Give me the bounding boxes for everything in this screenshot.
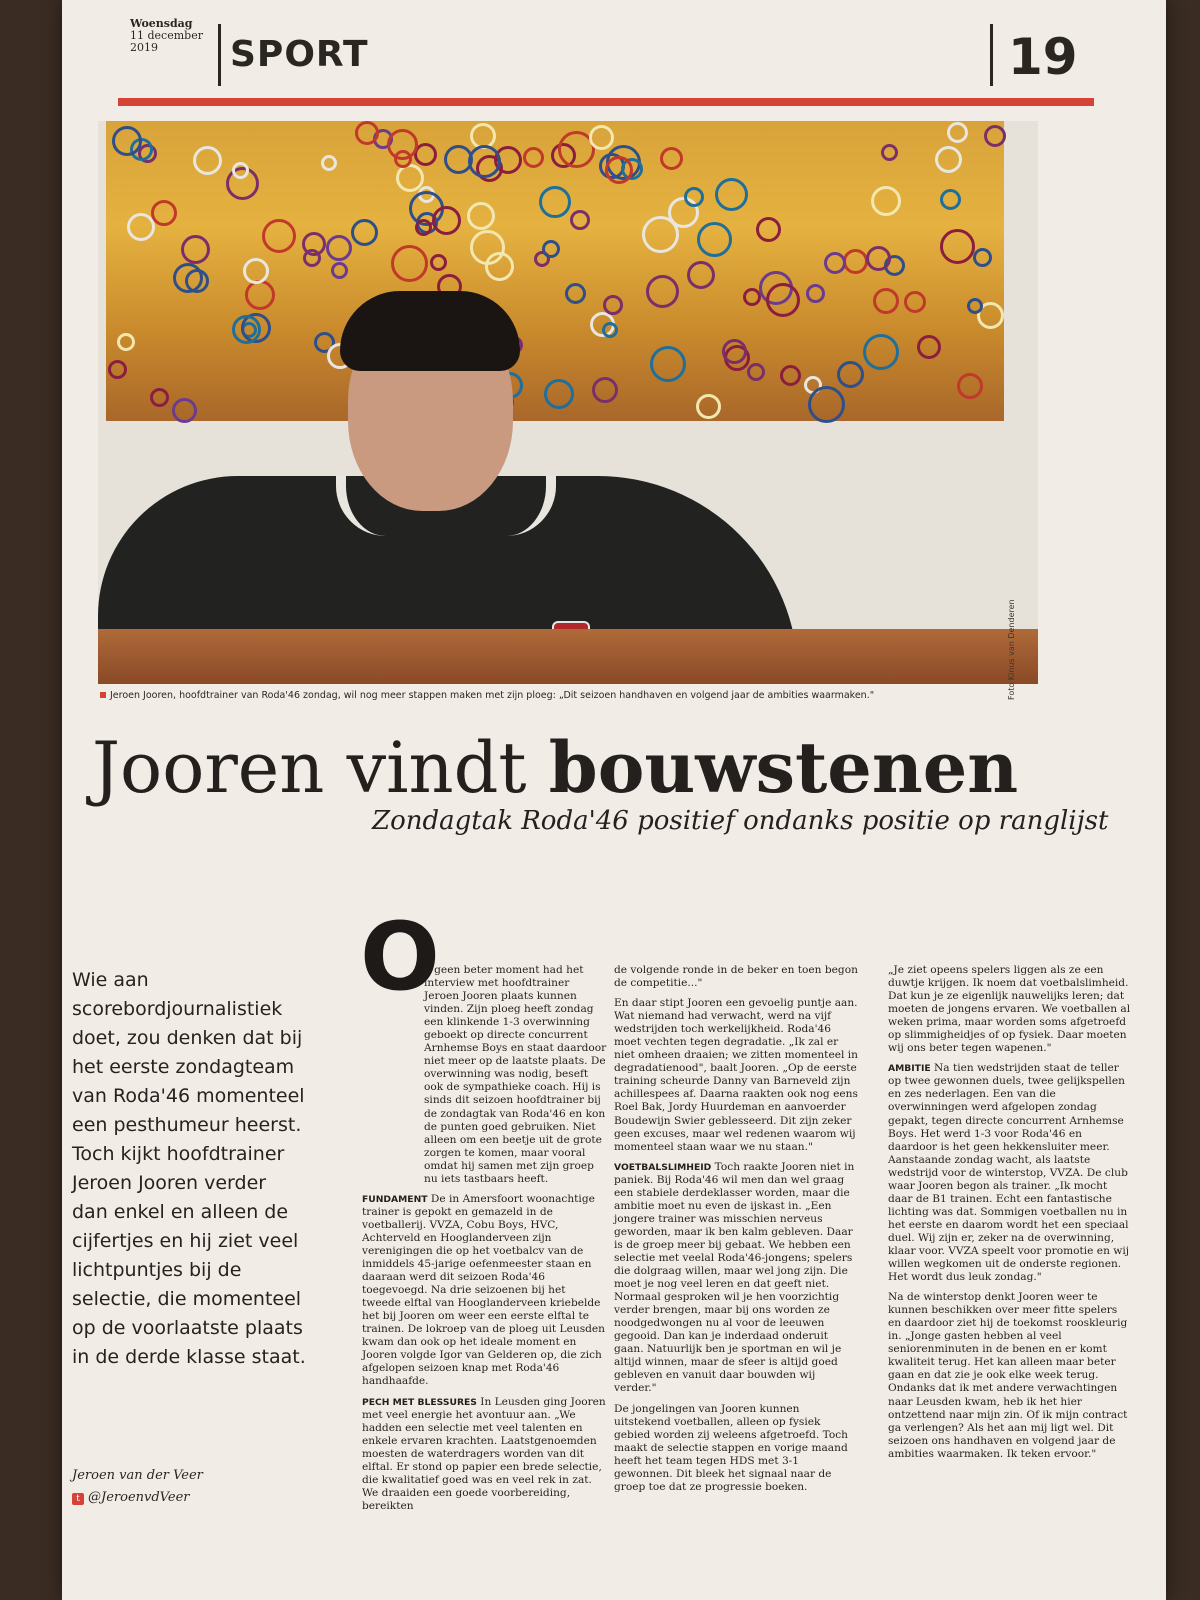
article-paragraph xyxy=(888,1291,1133,1461)
painting-flower xyxy=(150,388,169,407)
header-divider xyxy=(218,24,221,86)
painting-flower xyxy=(687,261,715,289)
painting-flower xyxy=(565,283,586,304)
painting-flower xyxy=(185,269,209,293)
page-number-divider xyxy=(990,24,993,86)
painting-flower xyxy=(984,125,1006,147)
section-title: SPORT xyxy=(230,34,369,75)
issue-date xyxy=(130,18,203,54)
paragraph-text: In Leusden ging Jooren met veel energie het avontuur aan. „We hadden een selectie met veel talenten en enkele ervaren krachten. Laatstgenoemden moesten de waterdragers worden van dit elftal. Er stond op papier een brede selectie, die kwalitatief goed was en veel rek in zat. We draaiden een goede voorbereiding, bereikten xyxy=(362,1395,606,1512)
painting-flower xyxy=(523,147,544,168)
painting-flower xyxy=(321,155,337,171)
paragraph-text: „Je ziet opeens spelers liggen als ze een duwtje krijgen. Ik noem dat voetbalslimheid. Dat kun je ze eigenlijk nauwelijks leren; dat moeten de jongens ervaren. We voetballen al weken prima, maar worden soms afgetroefd op slimmigheidjes of op fysiek. Daar moeten wij ons beter tegen wapenen." xyxy=(888,964,1131,1055)
date-year: 2019 xyxy=(130,41,158,54)
painting-flower xyxy=(432,206,461,235)
caption-text: Jeroen Jooren, hoofdtrainer van Roda'46 zondag, wil nog meer stappen maken met zijn ploeg: „Dit seizoen handhaven en volgend jaar de ambities waarmaken." xyxy=(110,690,875,701)
article-paragraph xyxy=(614,1403,859,1494)
painting-flower xyxy=(722,339,747,364)
photo-caption xyxy=(100,690,1000,701)
painting-flower xyxy=(650,346,686,382)
painting-flower xyxy=(684,187,704,207)
painting-flower xyxy=(947,122,968,143)
painting-flower xyxy=(602,322,618,338)
painting-flower xyxy=(470,230,505,265)
painting-flower xyxy=(468,145,501,178)
painting-flower xyxy=(824,252,846,274)
painting-flower xyxy=(387,129,418,160)
headline-light: Jooren vindt xyxy=(92,727,549,809)
paragraph-text: de volgende ronde in de beker en toen begon de competitie..." xyxy=(614,964,858,990)
painting-flower xyxy=(351,219,378,246)
painting-flower xyxy=(193,146,222,175)
paragraph-keyword: VOETBALSLIMHEID xyxy=(614,1161,712,1173)
painting-flower xyxy=(444,145,473,174)
paragraph-text: p geen beter moment had het interview met hoofdtrainer Jeroen Jooren plaats kunnen vinden. Zijn ploeg heeft zondag een klinkende 1-3 overwinning geboekt op directe concurrent Arnhemse Boys en staat daardoor niet meer op de laatste plaats. De overwinning was nodig, beseft ook de sympathieke coach. Hij is sinds dit seizoen hoofdtrainer bij de zondagtak van Roda'46 en kon de punten goed gebruiken. Niet alleen om een beetje uit de grote zorgen te komen, maar vooral omdat hij samen met zijn groep nu iets tastbaars heeft. xyxy=(424,964,607,1185)
painting-flower xyxy=(697,222,732,257)
painting-flower xyxy=(172,398,197,423)
paragraph-text: De in Amersfoort woonachtige trainer is gepokt en gemazeld in de voetballerij. VVZA, Cobu Boys, HVC, Achterveld en Hooglanderveen zijn verenigingen die op het voetbalcv van de inmiddels 45-jarige oefenmeester staan en daaraan werd dit seizoen Roda'46 toegevoegd. Na drie seizoenen bij het tweede elftal van Hooglanderveen kriebelde het bij Jooren om weer een eerste elftal te trainen. De lokroep van de ploeg uit Leusden kwam dan ook op het ideale moment en Jooren volgde Igor van Gelderen op, die zich afgelopen seizoen knap met Roda'46 handhaafde. xyxy=(362,1192,605,1388)
author-twitter xyxy=(72,1490,189,1505)
paragraph-text: Na de winterstop denkt Jooren weer te kunnen beschikken over meer fitte spelers en daardoor ziet hij de toekomst rooskleurig in. „Jonge gasten hebben al veel seniorenminuten in de benen en er komt kwaliteit terug. Het kan alleen maar beter gaan en dat zie je ook elke week terug. Ondanks dat ik met andere verwachtingen naar Leusden kwam, heb ik het hier ontzettend naar mijn zin. Of ik mijn contract ga verlengen? Als het aan mij ligt wel. Dit seizoen ons handhaven en volgend jaar de ambities waarmaken. Ik teken ervoor." xyxy=(888,1291,1128,1460)
painting-flower xyxy=(117,333,135,351)
paragraph-text: Na tien wedstrijden staat de teller op twee gewonnen duels, twee gelijkspellen en zes nederlagen. Een van die overwinningen werd afgelopen zondag gepakt, tegen directe concurrent Arnhemse Boys. Het werd 1-3 voor Roda'46 en daardoor is het geen hekkensluiter meer. Aanstaande zondag wacht, als laatste wedstrijd voor de winterstop, VVZA. De club waar Jooren begon als trainer. „Ik mocht daar de B1 trainen. Echt een fantastische lichting was dat. Sommigen voetballen nu in het eerste en daarom wordt het een speciaal duel. Wij zijn er, zeker na de overwinning, klaar voor. VVZA speelt voor promotie en wij willen wegkomen uit de onderste regionen. Het wordt dus leuk zondag." xyxy=(888,1062,1129,1284)
background-painting xyxy=(106,121,1004,421)
article-intro: Wie aan scorebordjournalistiek doet, zou denken dat bij het eerste zondagteam van Roda'46 momenteel een pesthumeur heerst. Toch kijkt hoofdtrainer Jeroen Jooren verder dan enkel en alleen de cijfertjes en hij ziet veel lichtpuntjes bij de selectie, die momenteel op de voorlaatste plaats in de derde klasse staat. xyxy=(72,969,306,1368)
paragraph-keyword: AMBITIE xyxy=(888,1063,931,1075)
painting-flower xyxy=(780,365,801,386)
article-paragraph xyxy=(888,1062,1133,1284)
painting-flower xyxy=(544,379,574,409)
painting-flower xyxy=(302,232,326,256)
painting-flower xyxy=(232,315,261,344)
painting-flower xyxy=(747,363,765,381)
painting-flower xyxy=(603,295,623,315)
painting-flower xyxy=(837,361,864,388)
painting-flower xyxy=(935,146,962,173)
article-paragraph xyxy=(614,997,859,1154)
article-paragraph xyxy=(362,1396,607,1513)
article-column-1 xyxy=(362,964,607,1520)
headline xyxy=(92,726,1018,810)
painting-flower xyxy=(756,217,781,242)
painting-flower xyxy=(391,245,428,282)
article-paragraph xyxy=(614,964,859,990)
painting-flower xyxy=(646,275,679,308)
painting-flower xyxy=(940,229,975,264)
painting-flower xyxy=(326,235,352,261)
painting-flower xyxy=(108,360,127,379)
painting-flower xyxy=(430,254,447,271)
painting-flower xyxy=(904,291,926,313)
painting-flower xyxy=(539,186,571,218)
painting-flower xyxy=(605,156,633,184)
painting-flower xyxy=(660,147,683,170)
painting-flower xyxy=(863,334,899,370)
painting-flower xyxy=(940,189,961,210)
painting-flower xyxy=(232,162,249,179)
painting-flower xyxy=(808,386,845,423)
date-day-month: 11 december xyxy=(130,29,203,42)
painting-flower xyxy=(245,280,275,310)
date-weekday: Woensdag xyxy=(130,17,193,30)
painting-flower xyxy=(151,200,177,226)
painting-flower xyxy=(881,144,898,161)
painting-flower xyxy=(415,219,432,236)
article-paragraph xyxy=(362,1193,607,1389)
painting-flower xyxy=(181,235,210,264)
person-hair xyxy=(340,291,520,371)
painting-flower xyxy=(917,335,941,359)
author-byline: Jeroen van der Veer xyxy=(72,1468,203,1483)
painting-flower xyxy=(957,373,983,399)
painting-flower xyxy=(715,178,748,211)
painting-flower xyxy=(570,210,590,230)
painting-flower xyxy=(331,262,348,279)
painting-flower xyxy=(843,249,868,274)
article-paragraph xyxy=(362,964,607,1186)
painting-flower xyxy=(589,125,614,150)
painting-flower xyxy=(866,246,891,271)
subheadline: Zondagtak Roda'46 positief ondanks positie op ranglijst xyxy=(372,806,1109,836)
painting-flower xyxy=(112,126,142,156)
headline-bold: bouwstenen xyxy=(548,726,1019,809)
paragraph-text: De jongelingen van Jooren kunnen uitstekend voetballen, alleen op fysiek gebied worden zij weleens afgetroefd. Toch maakt de selectie stappen en vorige maand heeft het team tegen HDS met 3-1 gewonnen. Dit bleek het signaal naar de groep toe dat ze progressie boeken. xyxy=(614,1402,848,1493)
article-column-3 xyxy=(888,964,1133,1468)
painting-flower xyxy=(696,394,721,419)
article-column-2 xyxy=(614,964,859,1501)
wooden-table xyxy=(98,629,1038,684)
painting-flower xyxy=(467,202,495,230)
painting-flower xyxy=(642,216,679,253)
painting-flower xyxy=(542,240,560,258)
painting-flower xyxy=(355,121,379,145)
painting-flower xyxy=(806,284,825,303)
paragraph-text: Toch raakte Jooren niet in paniek. Bij Roda'46 wil men dan wel graag een stabiele derdeklasser worden, maar die ambitie moet nu even de ijskast in. „Een jongere trainer was misschien nerveus geworden, maar ik ben kalm gebleven. Daar is de groep meer bij gebaat. We hebben een selectie met veelal Roda'46-jongens; spelers die dolgraag willen, maar wel jong zijn. Die moet je nog veel leren en dat geeft niet. Normaal gesproken wil je hen voorzichtig verder brengen, maar bij ons worden ze noodgedwongen nu al voor de leeuwen gegooid. Dan kan je inderdaad onderuit gaan. Natuurlijk ben je sportman en wil je altijd winnen, maar de sfeer is altijd goed gebleven en vanuit daar bouwden wij verder." xyxy=(614,1160,855,1395)
painting-flower xyxy=(262,219,296,253)
painting-flower xyxy=(243,258,269,284)
painting-flower xyxy=(973,248,992,267)
photo-credit: Foto Kinus van Denderen xyxy=(1007,599,1016,700)
painting-flower xyxy=(766,283,800,317)
painting-flower xyxy=(871,186,901,216)
drop-cap: O xyxy=(360,903,440,1012)
twitter-icon: t xyxy=(72,1493,84,1505)
paragraph-keyword: PECH MET BLESSURES xyxy=(362,1396,477,1408)
page-number: 19 xyxy=(1008,28,1078,86)
article-photo xyxy=(98,121,1038,684)
painting-flower xyxy=(967,298,983,314)
paragraph-text: En daar stipt Jooren een gevoelig puntje aan. Wat niemand had verwacht, werd na vijf wedstrijden toch werkelijkheid. Roda'46 moet vechten tegen degradatie. „Ik zal er niet omheen draaien; we zitten momenteel in degradatienood", baalt Jooren. „Op de eerste training scheurde Danny van Barneveld zijn achillespees af. Daarna raakten ook nog eens Roel Bak, Jordy Huurdeman en aanvoerder Boudewijn Swier geblesseerd. Dit zijn zeker geen excuses, maar wel redenen waarom wij momenteel staan waar we nu staan." xyxy=(614,997,858,1153)
caption-bullet-icon xyxy=(100,692,106,698)
paragraph-keyword: FUNDAMENT xyxy=(362,1193,428,1205)
twitter-handle: @JeroenvdVeer xyxy=(88,1490,190,1505)
painting-flower xyxy=(873,288,899,314)
article-paragraph xyxy=(614,1161,859,1396)
newspaper-page xyxy=(62,0,1166,1600)
article-paragraph xyxy=(888,964,1133,1055)
header-rule xyxy=(118,98,1094,106)
painting-flower xyxy=(592,377,618,403)
